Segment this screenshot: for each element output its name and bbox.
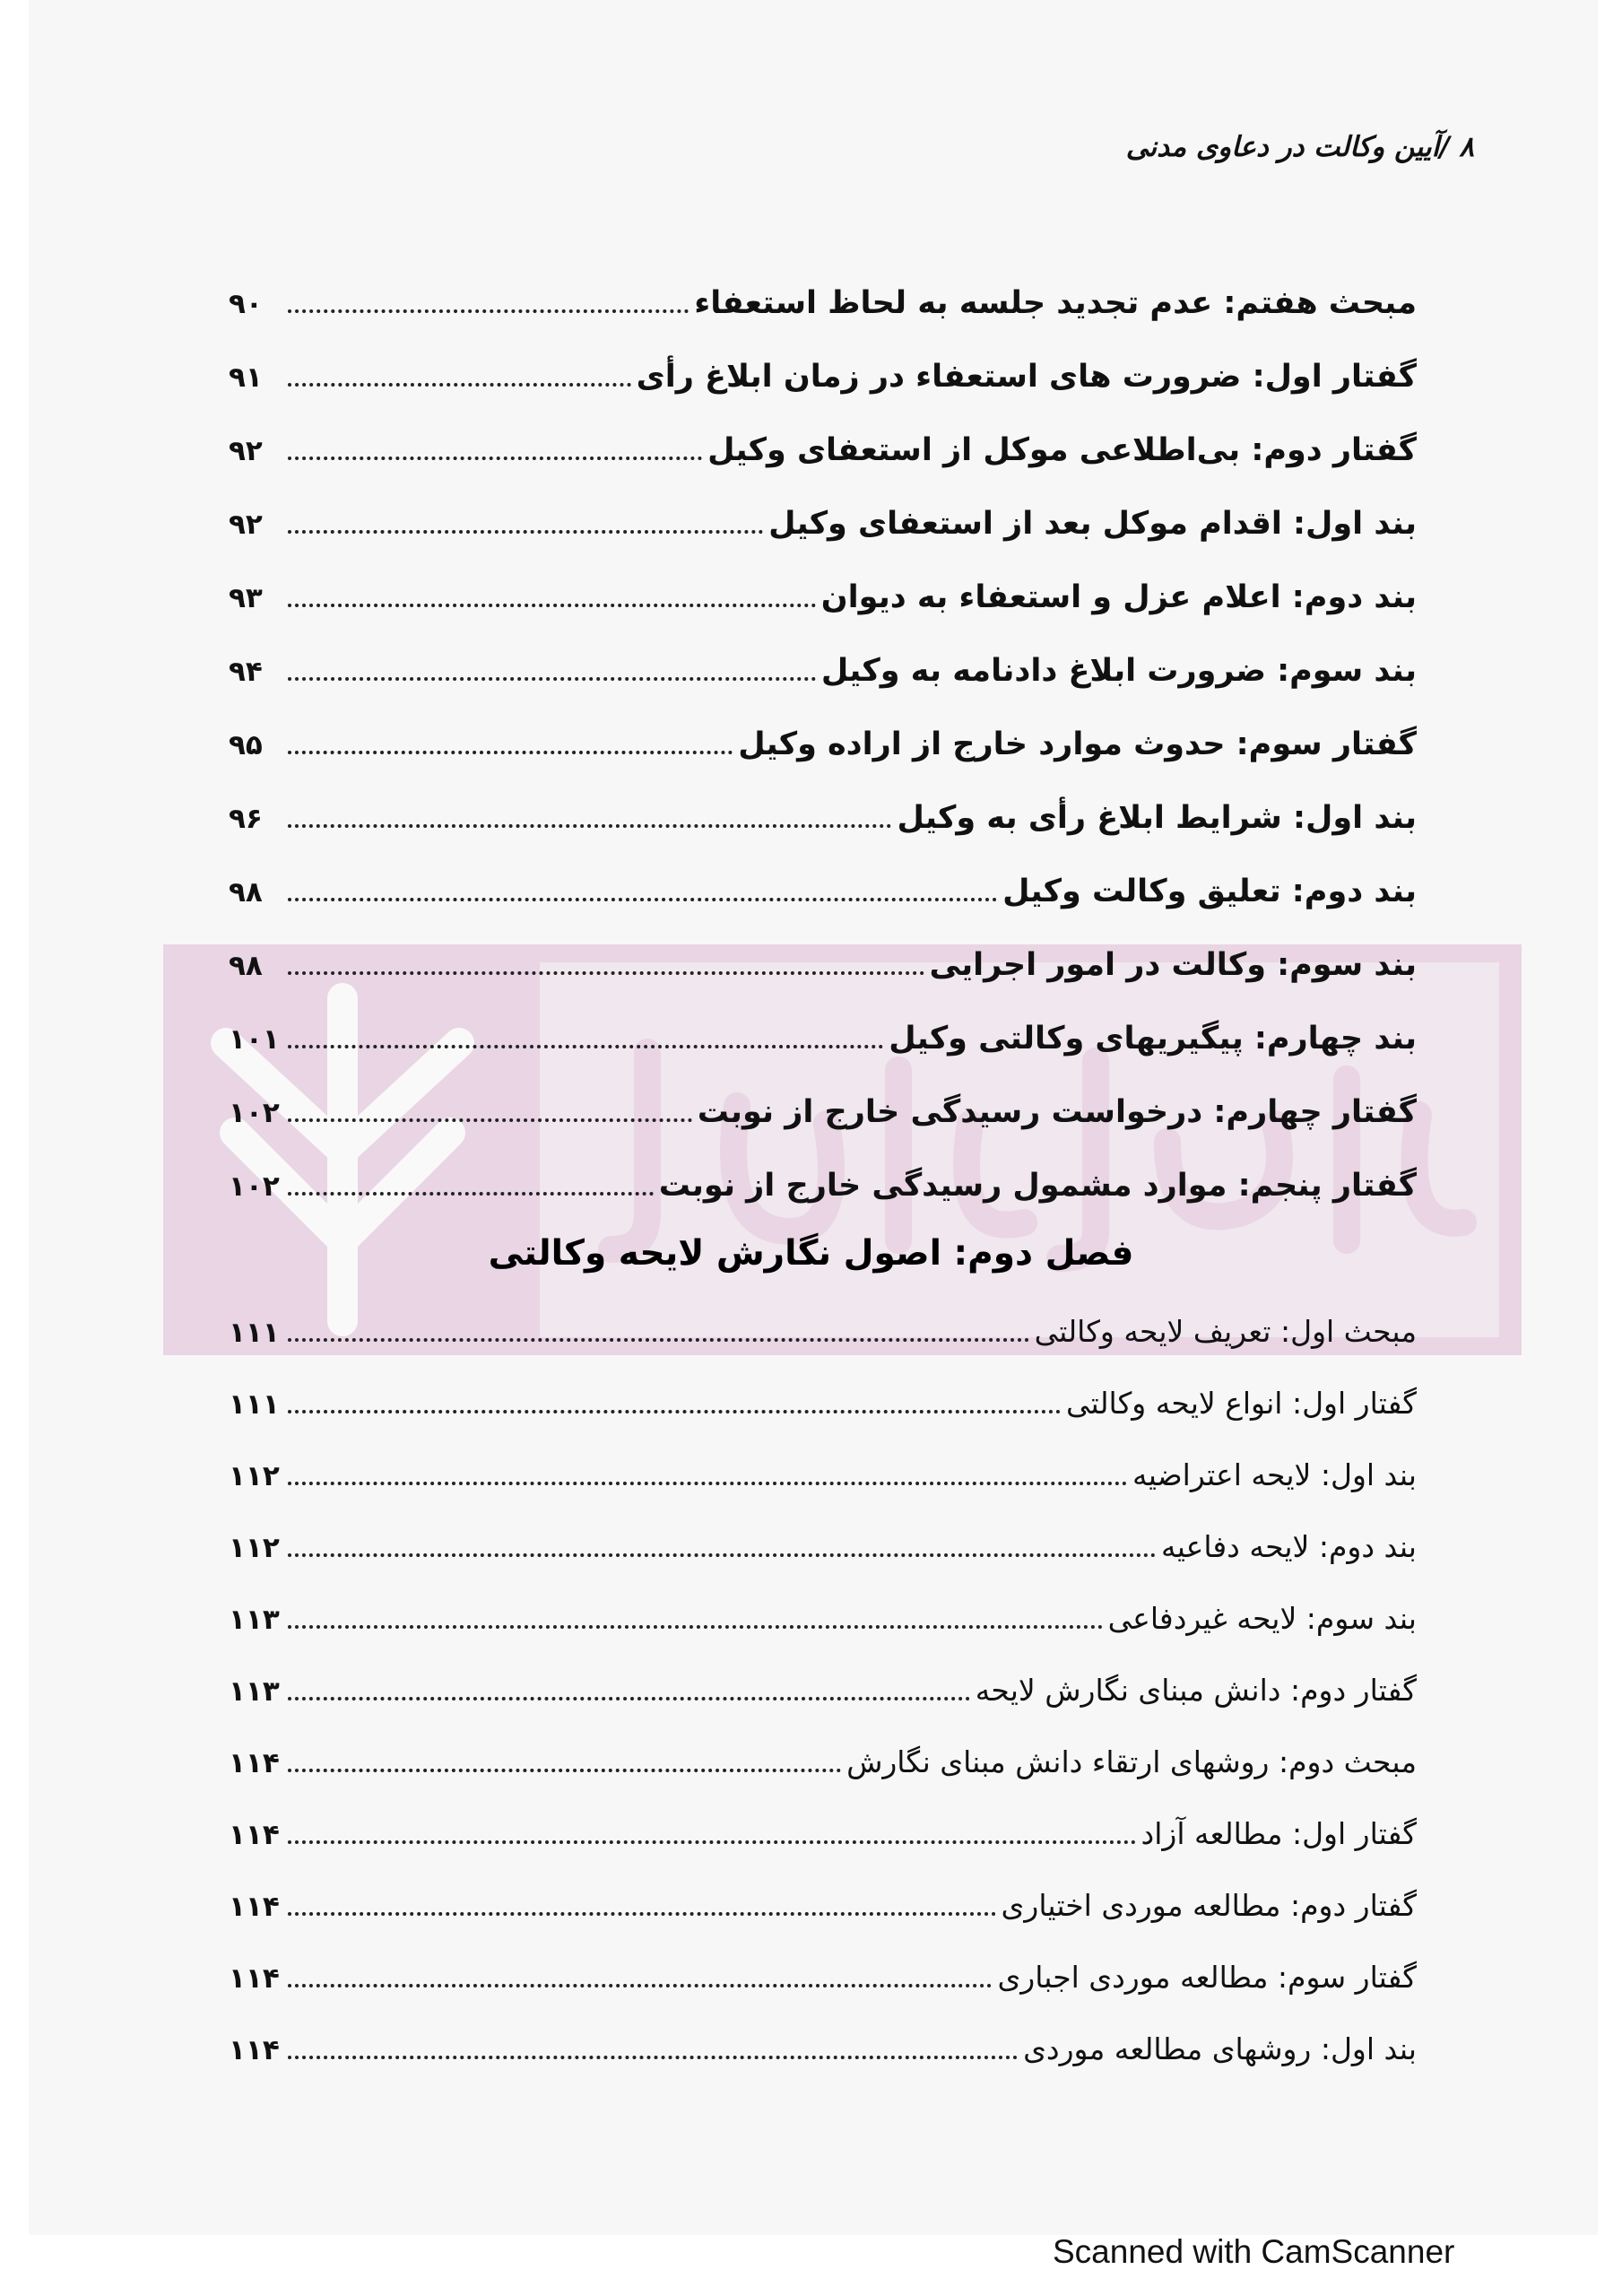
toc-entry: [229, 1021, 1417, 1071]
toc-entry-title: بند سوم: وکالت در امور اجرایی: [929, 947, 1417, 983]
toc-entry-page: ۱۱۳: [229, 1675, 280, 1708]
dot-leader: [288, 750, 733, 754]
toc-entry-title: گفتار چهارم: درخواست رسیدگی خارج از نوبت: [697, 1094, 1417, 1130]
dot-leader: [288, 603, 816, 607]
dot-leader: [288, 1911, 996, 1916]
toc-entry-title: گفتار دوم: مطالعه موردی اختیاری: [1001, 1888, 1417, 1923]
toc-entry: [229, 1529, 1417, 1579]
toc-entry-page: ۱۱۴: [229, 1891, 280, 1923]
dot-leader: [288, 1839, 1136, 1844]
toc-entry-title: گفتار اول: انواع لایحه وکالتی: [1066, 1386, 1417, 1421]
toc-entry-page: ۹۵: [229, 729, 263, 761]
toc-entry-page: ۱۰۲: [229, 1097, 280, 1129]
toc-entry: [229, 285, 1417, 335]
dot-leader: [288, 897, 997, 901]
dot-leader: [288, 1118, 692, 1122]
dot-leader: [288, 1409, 1061, 1413]
toc-entry: [229, 653, 1417, 703]
toc-entry-page: ۹۳: [229, 582, 263, 614]
toc-entry: [229, 1386, 1417, 1436]
toc-entry: [229, 1314, 1417, 1364]
toc-entry-title: مبحث دوم: روشهای ارتقاء دانش مبنای نگارش: [846, 1744, 1417, 1779]
toc-entry-page: ۹۸: [229, 950, 263, 982]
chapter-heading: فصل دوم: اصول نگارش لایحه وکالتی: [488, 1233, 1134, 1274]
toc-entry-title: بند سوم: لایحه غیردفاعی: [1107, 1601, 1417, 1636]
toc-entry-page: ۱۰۱: [229, 1023, 280, 1056]
toc-entry-title: گفتار سوم: مطالعه موردی اجباری: [997, 1960, 1417, 1995]
dot-leader: [288, 1983, 992, 1987]
toc-entry-page: ۹۶: [229, 803, 263, 835]
toc-entry-title: گفتار دوم: دانش مبنای نگارش لایحه: [975, 1673, 1417, 1708]
dot-leader: [288, 676, 816, 681]
dot-leader: [288, 1552, 1156, 1557]
toc-entry-title: گفتار اول: ضرورت های استعفاء در زمان ابلاغ رأی: [636, 359, 1417, 395]
toc-entry-title: بند سوم: ضرورت ابلاغ دادنامه به وکیل: [820, 653, 1417, 689]
dot-leader: [288, 309, 689, 313]
toc-entry-page: ۹۰: [229, 288, 263, 320]
toc-entry: [229, 506, 1417, 556]
toc-entry: [229, 359, 1417, 409]
toc-entry: [229, 1673, 1417, 1723]
toc-entry: [229, 579, 1417, 630]
toc-entry-title: بند دوم: اعلام عزل و استعفاء به دیوان: [820, 579, 1417, 615]
scanner-footer: Scanned with CamScanner: [1053, 2233, 1455, 2270]
dot-leader: [288, 1481, 1127, 1485]
toc-entry: [229, 800, 1417, 850]
toc-entry: [229, 1457, 1417, 1508]
toc-entry-page: ۱۱۱: [229, 1317, 280, 1349]
toc-entry: [229, 2031, 1417, 2082]
dot-leader: [288, 2055, 1018, 2059]
toc-entry-title: بند دوم: تعلیق وکالت وکیل: [1002, 874, 1417, 909]
toc-entry-page: ۹۴: [229, 656, 263, 688]
toc-entry: [229, 432, 1417, 483]
dot-leader: [288, 1696, 970, 1700]
toc-entry-title: بند اول: اقدام موکل بعد از استعفای وکیل: [768, 506, 1417, 542]
toc-entry-title: مبحث هفتم: عدم تجدید جلسه به لحاظ استعفاء: [694, 285, 1417, 321]
toc-entry-title: بند اول: شرایط ابلاغ رأی به وکیل: [897, 800, 1417, 836]
toc-entry-title: بند دوم: لایحه دفاعیه: [1161, 1529, 1417, 1564]
toc-entry-page: ۱۱۴: [229, 1747, 280, 1779]
toc-entry-title: گفتار سوم: حدوث موارد خارج از اراده وکیل: [738, 726, 1417, 762]
dot-leader: [288, 1624, 1103, 1629]
toc-entry: [229, 1960, 1417, 2010]
toc-entry: [229, 1888, 1417, 1938]
toc-entry-page: ۹۱: [229, 361, 263, 394]
toc-entry-title: گفتار اول: مطالعه آزاد: [1141, 1816, 1417, 1851]
dot-leader: [288, 823, 891, 828]
toc-entry: [229, 1744, 1417, 1795]
toc-entry: [229, 947, 1417, 997]
dot-leader: [288, 529, 763, 534]
dot-leader: [288, 1191, 654, 1196]
toc-entry-page: ۹۲: [229, 509, 263, 541]
dot-leader: [288, 1044, 883, 1048]
toc-entry-page: ۹۲: [229, 435, 263, 467]
toc-entry-title: مبحث اول: تعریف لایحه وکالتی: [1034, 1314, 1417, 1349]
toc-entry: [229, 1816, 1417, 1866]
running-header: ۸ /آیین وکالت در دعاوی مدنی: [1125, 131, 1474, 163]
toc-entry-title: گفتار دوم: بی‌اطلاعی موکل از استعفای وکیل: [707, 432, 1417, 468]
dot-leader: [288, 456, 702, 460]
toc-entry: [229, 1168, 1417, 1218]
toc-entry: [229, 1601, 1417, 1651]
toc-entry-page: ۱۱۲: [229, 1532, 280, 1564]
toc-entry: [229, 1094, 1417, 1144]
dot-leader: [288, 1337, 1029, 1342]
toc-entry-title: گفتار پنجم: موارد مشمول رسیدگی خارج از نوبت: [658, 1168, 1417, 1204]
toc-entry: [229, 874, 1417, 924]
toc-entry-page: ۱۰۲: [229, 1170, 280, 1203]
toc-entry-page: ۱۱۴: [229, 2034, 280, 2066]
dot-leader: [288, 382, 631, 387]
toc-entry-page: ۱۱۴: [229, 1962, 280, 1995]
toc-entry-title: بند اول: لایحه اعتراضیه: [1132, 1457, 1417, 1492]
toc-entry-page: ۹۸: [229, 876, 263, 909]
toc-entry-page: ۱۱۴: [229, 1819, 280, 1851]
toc-entry: [229, 726, 1417, 777]
toc-entry-page: ۱۱۳: [229, 1604, 280, 1636]
dot-leader: [288, 1768, 841, 1772]
toc-entry-title: بند اول: روشهای مطالعه موردی: [1023, 2031, 1417, 2066]
dot-leader: [288, 970, 924, 975]
toc-entry-title: بند چهارم: پیگیریهای وکالتی وکیل: [889, 1021, 1417, 1057]
toc-entry-page: ۱۱۱: [229, 1388, 280, 1421]
toc-entry-page: ۱۱۲: [229, 1460, 280, 1492]
